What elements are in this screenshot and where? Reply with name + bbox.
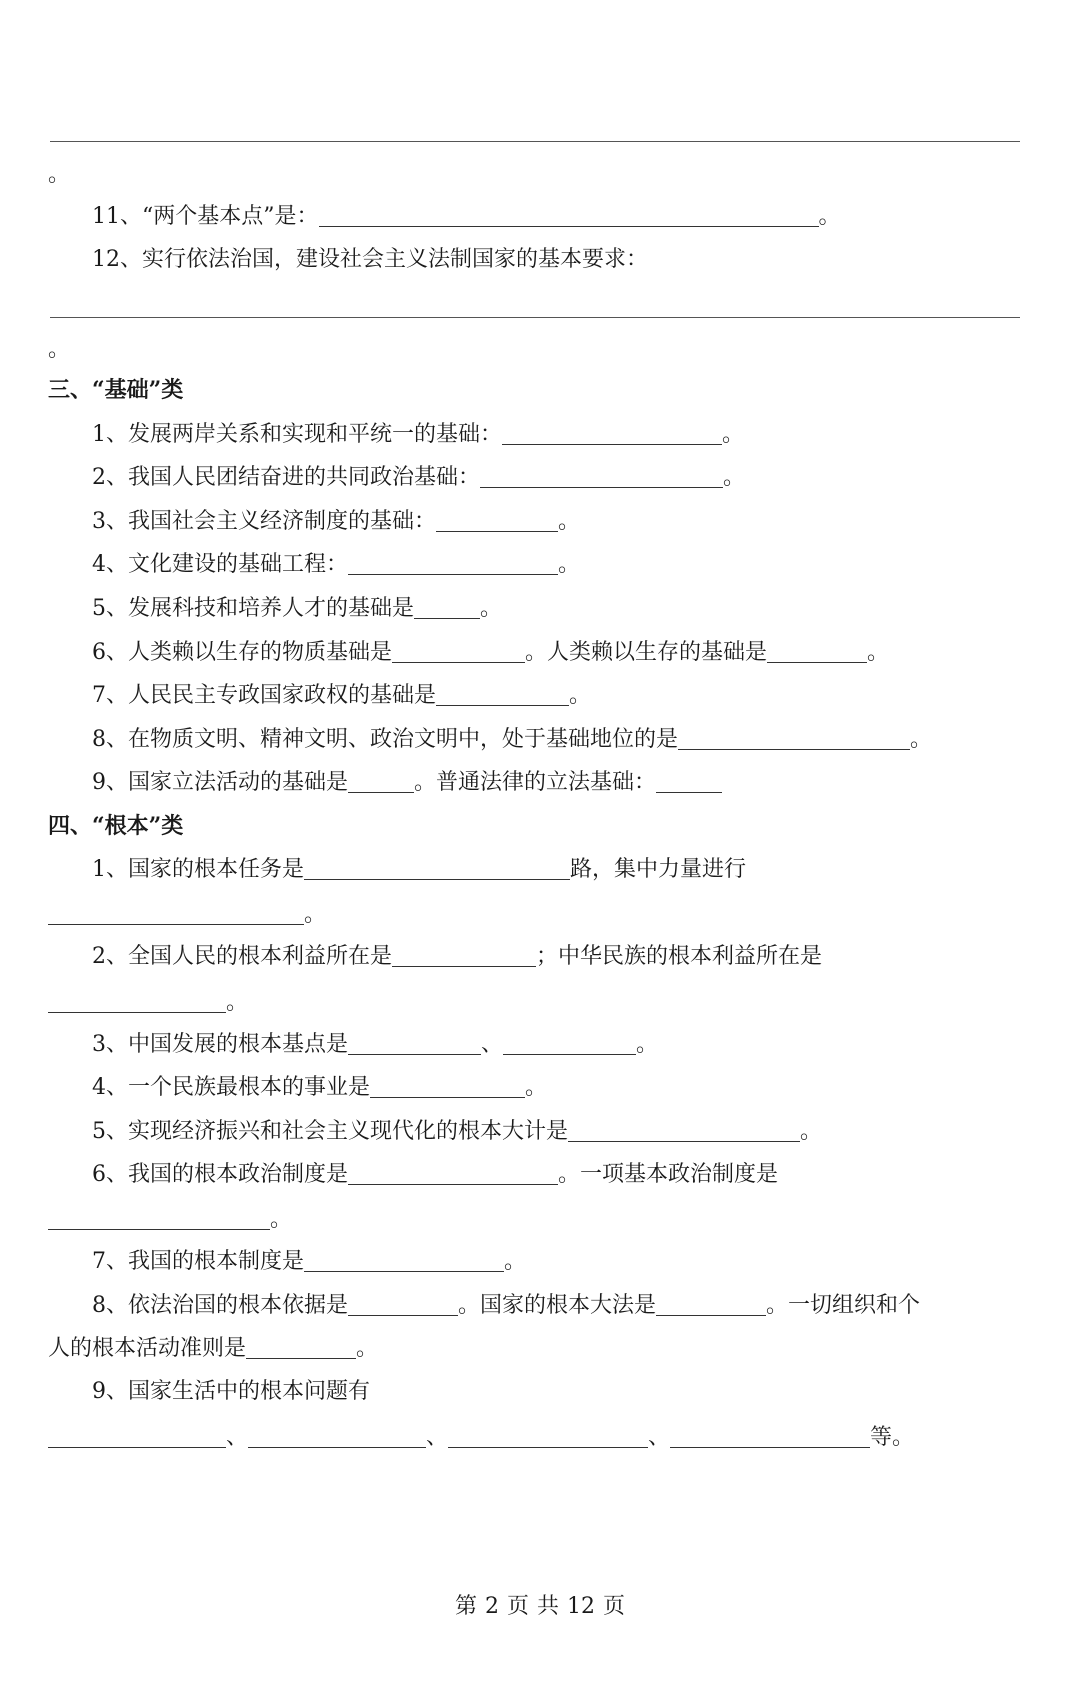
question-11 (92, 202, 841, 232)
question-text: 1、国家的根本任务是 (92, 857, 304, 882)
answer-blank[interactable] (392, 942, 536, 967)
question-end: 等。 (870, 1425, 915, 1450)
section4-item-1-line2 (48, 900, 326, 930)
footer-text: 页 (506, 1594, 529, 1619)
question-end: 。 (722, 422, 745, 447)
question-end: 。 (558, 552, 581, 577)
period: 。 (48, 162, 71, 187)
question-text: 4、一个民族最根本的事业是 (92, 1075, 370, 1100)
section4-item-8 (92, 1291, 920, 1321)
question-end: 。 (480, 596, 503, 621)
question-text: 3、我国社会主义经济制度的基础： (92, 509, 436, 534)
question-end: 。 (226, 990, 249, 1015)
question-text: ；中华民族的根本利益所在是 (536, 944, 823, 969)
answer-blank[interactable] (503, 1030, 636, 1055)
answer-blank[interactable] (304, 855, 570, 880)
answer-blank[interactable] (656, 768, 722, 793)
question-end: 。 (304, 902, 327, 927)
separator: 、 (648, 1425, 671, 1450)
section3-item-7 (92, 681, 591, 711)
question-text: 8、在物质文明、精神文明、政治文明中，处于基础地位的是 (92, 727, 678, 752)
question-12 (92, 245, 648, 275)
period: 。 (48, 337, 71, 362)
section4-item-8-line2 (48, 1334, 378, 1364)
answer-blank[interactable] (246, 1334, 356, 1359)
question-end: 。 (818, 204, 841, 229)
answer-blank[interactable] (502, 420, 722, 445)
question-text: 路，集中力量进行 (570, 857, 747, 882)
section3-item-5 (92, 594, 502, 624)
question-text: 11、“两个基本点”是： (92, 204, 319, 229)
question-text: 4、文化建设的基础工程： (92, 552, 348, 577)
question-end: 。 (270, 1207, 293, 1232)
section4-item-6-line2 (48, 1205, 292, 1235)
section4-item-5 (92, 1117, 822, 1147)
footer-text: 第 (454, 1594, 477, 1619)
separator: 、 (426, 1425, 449, 1450)
question-end: 。 (525, 1075, 548, 1100)
answer-blank[interactable] (656, 1291, 766, 1316)
question-text: 5、发展科技和培养人才的基础是 (92, 596, 414, 621)
question-end: 。 (800, 1119, 823, 1144)
answer-blank[interactable] (348, 1030, 481, 1055)
answer-blank[interactable] (670, 1423, 870, 1448)
section4-item-2-line2 (48, 988, 248, 1018)
section4-item-9-line2 (48, 1423, 914, 1453)
question-text: 8、依法治国的根本依据是 (92, 1293, 348, 1318)
question-text: 1、发展两岸关系和实现和平统一的基础： (92, 422, 502, 447)
question-text: 。普通法律的立法基础： (414, 770, 657, 795)
section4-item-4 (92, 1073, 547, 1103)
question-text: 5、实现经济振兴和社会主义现代化的根本大计是 (92, 1119, 568, 1144)
section3-item-3 (92, 507, 580, 537)
question-text: 7、我国的根本制度是 (92, 1249, 304, 1274)
question-text: 。人类赖以生存的基础是 (525, 640, 768, 665)
answer-blank[interactable] (348, 1160, 558, 1185)
question-end: 。 (636, 1032, 659, 1057)
answer-blank[interactable] (48, 1423, 226, 1448)
answer-blank[interactable] (448, 1423, 648, 1448)
answer-blank[interactable] (304, 1247, 504, 1272)
question-text: 2、全国人民的根本利益所在是 (92, 944, 392, 969)
question-text: 、 (481, 1032, 504, 1057)
answer-blank[interactable] (436, 681, 569, 706)
answer-blank[interactable] (767, 638, 867, 663)
answer-line (50, 141, 1020, 142)
section-heading-basis: 三、“基础”类 (48, 377, 184, 403)
question-text: 。国家的根本大法是 (458, 1293, 657, 1318)
question-text: 6、人类赖以生存的物质基础是 (92, 640, 392, 665)
answer-line[interactable] (50, 317, 1020, 318)
question-end: 。 (867, 640, 890, 665)
page-number: 2 (484, 1594, 499, 1619)
section3-item-8 (92, 725, 932, 755)
section3-item-6 (92, 638, 889, 668)
section4-item-3 (92, 1030, 658, 1060)
answer-blank[interactable] (48, 1205, 270, 1230)
answer-blank[interactable] (348, 1291, 458, 1316)
section4-item-7 (92, 1247, 526, 1277)
answer-blank[interactable] (436, 507, 558, 532)
question-text: 3、中国发展的根本基点是 (92, 1032, 348, 1057)
answer-blank[interactable] (568, 1117, 800, 1142)
page-footer (0, 1592, 1080, 1622)
section3-item-1 (92, 420, 744, 450)
total-pages: 12 (567, 1594, 596, 1619)
question-text: 6、我国的根本政治制度是 (92, 1162, 348, 1187)
answer-blank[interactable] (480, 463, 723, 488)
section3-item-2 (92, 463, 745, 493)
question-end: 。 (504, 1249, 527, 1274)
question-end: 。 (558, 509, 581, 534)
section4-item-2 (92, 942, 822, 972)
answer-blank[interactable] (348, 550, 558, 575)
question-text: 。一切组织和个 (766, 1293, 921, 1318)
question-text: 7、人民民主专政国家政权的基础是 (92, 683, 436, 708)
answer-blank[interactable] (370, 1073, 525, 1098)
answer-blank[interactable] (319, 202, 819, 227)
question-end: 。 (569, 683, 592, 708)
answer-blank[interactable] (248, 1423, 426, 1448)
question-text: 12、实行依法治国，建设社会主义法制国家的基本要求： (92, 247, 648, 272)
answer-blank[interactable] (414, 594, 480, 619)
question-end: 。 (910, 727, 933, 752)
question-text: 。一项基本政治制度是 (558, 1162, 779, 1187)
answer-blank[interactable] (348, 768, 414, 793)
section4-item-6 (92, 1160, 778, 1190)
answer-blank[interactable] (48, 988, 226, 1013)
answer-blank[interactable] (48, 900, 304, 925)
section4-item-1 (92, 855, 746, 885)
section3-item-4 (92, 550, 580, 580)
question-text: 人的根本活动准则是 (48, 1336, 247, 1361)
footer-text: 共 (537, 1594, 560, 1619)
section-heading-fundamental: 四、“根本”类 (48, 813, 184, 839)
section4-item-9 (92, 1377, 370, 1407)
question-end: 。 (723, 465, 746, 490)
separator: 、 (226, 1425, 249, 1450)
answer-blank[interactable] (678, 725, 910, 750)
question-text: 9、国家生活中的根本问题有 (92, 1379, 370, 1404)
answer-blank[interactable] (392, 638, 525, 663)
question-text: 2、我国人民团结奋进的共同政治基础： (92, 465, 480, 490)
footer-text: 页 (603, 1594, 626, 1619)
question-end: 。 (356, 1336, 379, 1361)
question-text: 9、国家立法活动的基础是 (92, 770, 348, 795)
section3-item-9 (92, 768, 722, 798)
